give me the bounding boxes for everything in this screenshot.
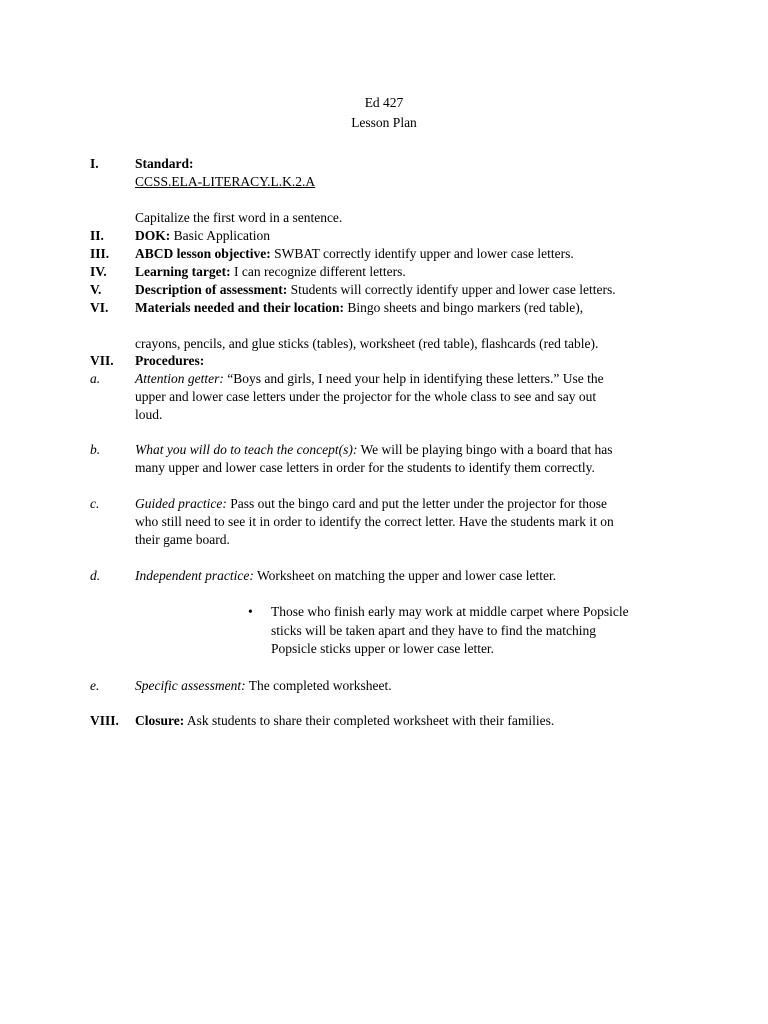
assessment-desc-value: Students will correctly identify upper and lower case letters. [287, 282, 616, 297]
procedure-c-line-3: their game board. [135, 532, 230, 547]
assessment-desc-line [135, 281, 616, 299]
section-numeral-iii: III. [90, 246, 110, 261]
target-label: Learning target: [135, 264, 231, 279]
procedure-d-bullet-line-3: Popsicle sticks upper or lower case letter. [271, 641, 495, 656]
objective-label: ABCD lesson objective: [135, 246, 271, 261]
procedure-a-line-2: upper and lower case letters under the projector for the whole class to see and say out [135, 389, 597, 404]
section-numeral-v: V. [90, 282, 102, 297]
procedure-letter-e: e. [90, 678, 100, 693]
procedure-a-label: Attention getter: [135, 371, 224, 386]
section-numeral-vii: VII. [90, 353, 114, 368]
target-value: I can recognize different letters. [230, 264, 406, 279]
procedure-c-label: Guided practice: [135, 496, 227, 511]
target-line [135, 263, 406, 281]
section-numeral-ii: II. [90, 228, 104, 243]
procedure-b-line-2: many upper and lower case letters in order for the students to identify them correctly. [135, 460, 595, 475]
procedure-letter-a: a. [90, 371, 101, 386]
section-numeral-vi: VI. [90, 300, 109, 315]
procedure-a-text-1: “Boys and girls, I need your help in identifying these letters.” Use the [223, 371, 604, 386]
standard-code-link[interactable]: CCSS.ELA-LITERACY.L.K.2.A [135, 174, 316, 189]
procedure-c-line-1 [135, 495, 607, 513]
dok-value: Basic Application [170, 228, 270, 243]
procedure-d-text-1: Worksheet on matching the upper and lower case letter. [253, 568, 557, 583]
procedure-a-line-1 [135, 370, 604, 388]
materials-value-1: Bingo sheets and bingo markers (red table), [343, 300, 584, 315]
assessment-desc-label: Description of assessment: [135, 282, 288, 297]
procedure-d-bullet-line-1: Those who finish early may work at middle carpet where Popsicle [271, 604, 629, 619]
procedure-b-line-1 [135, 441, 612, 459]
section-numeral-viii: VIII. [90, 713, 119, 728]
course-number: Ed 427 [364, 95, 404, 110]
standard-label: Standard: [135, 156, 194, 171]
procedure-a-line-3: loud. [135, 407, 163, 422]
standard-description: Capitalize the first word in a sentence. [135, 210, 343, 225]
section-numeral-i: I. [90, 156, 99, 171]
objective-line [135, 245, 574, 263]
procedure-b-text-1: We will be playing bingo with a board that has [357, 442, 613, 457]
procedure-c-text-1: Pass out the bingo card and put the letter under the projector for those [226, 496, 607, 511]
objective-value: SWBAT correctly identify upper and lower case letters. [270, 246, 574, 261]
procedure-d-label: Independent practice: [135, 568, 254, 583]
procedure-letter-d: d. [90, 568, 101, 583]
procedure-e-label: Specific assessment: [135, 678, 246, 693]
closure-value: Ask students to share their completed worksheet with their families. [184, 713, 555, 728]
procedure-c-line-2: who still need to see it in order to identify the correct letter. Have the students mark it on [135, 514, 614, 529]
procedure-letter-c: c. [90, 496, 100, 511]
procedure-letter-b: b. [90, 442, 101, 457]
dok-label: DOK: [135, 228, 171, 243]
closure-line [135, 712, 554, 730]
materials-label: Materials needed and their location: [135, 300, 344, 315]
bullet-dot-icon: • [248, 604, 253, 619]
procedure-d-line-1 [135, 567, 556, 585]
procedure-e-line-1 [135, 677, 392, 695]
materials-line-1 [135, 299, 583, 317]
procedure-d-bullet-line-2: sticks will be taken apart and they have to find the matching [271, 623, 597, 638]
materials-line-2: crayons, pencils, and glue sticks (tables), worksheet (red table), flashcards (red table). [135, 336, 599, 351]
document-title: Lesson Plan [351, 115, 417, 130]
procedure-e-text-1: The completed worksheet. [245, 678, 392, 693]
procedures-label: Procedures: [135, 353, 205, 368]
dok-line [135, 227, 270, 245]
section-numeral-iv: IV. [90, 264, 107, 279]
procedure-b-label: What you will do to teach the concept(s): [135, 442, 358, 457]
closure-label: Closure: [135, 713, 185, 728]
